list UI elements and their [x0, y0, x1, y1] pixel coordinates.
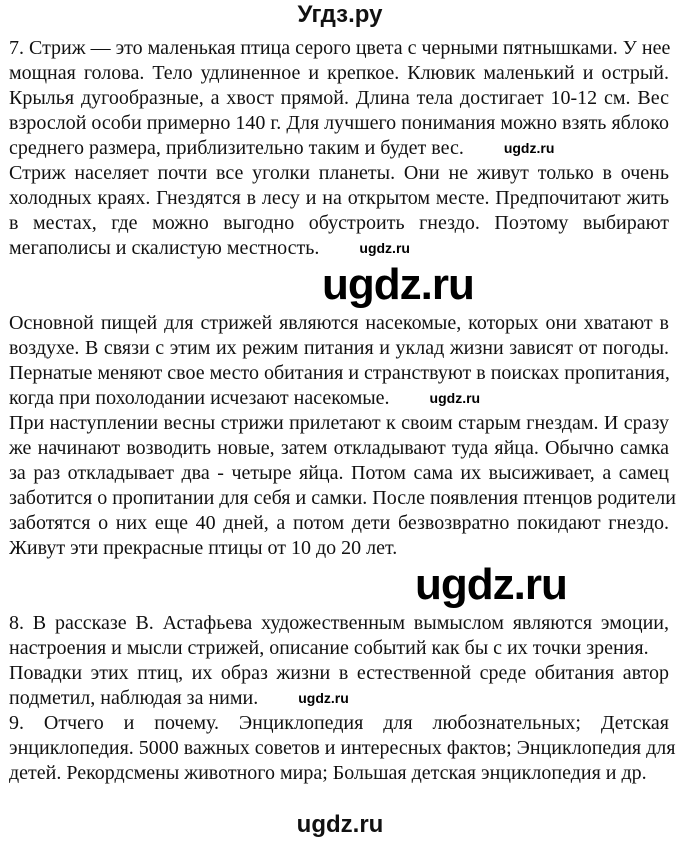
text-line: среднего размера, приблизительно таким и будет вес. — [9, 136, 464, 159]
text-line: 8. В рассказе В. Астафьева художественным вымыслом являются эмоции, — [9, 611, 669, 634]
page-title: Угдз.ру — [297, 1, 383, 28]
text-line: заботятся о них еще 40 дней, а потом дети безвозвратно покидают гнездо. — [9, 511, 669, 534]
text-line: взрослой особи примерно 140 г. Для лучшего понимания можно взять яблоко — [9, 111, 669, 134]
watermark-small: ugdz.ru — [429, 389, 481, 406]
footer-watermark: ugdz.ru — [296, 811, 384, 838]
watermark-small: ugdz.ru — [503, 139, 555, 156]
text-line: за раз откладывает два - четыре яйца. Потом сама их высиживает, а самец — [9, 461, 669, 484]
text-line: заботится о пропитании для себя и самки. После появления птенцов родители — [9, 486, 676, 509]
text-line: холодных краях. Гнездятся в лесу и на открытом месте. Предпочитают жить — [9, 186, 669, 209]
text-line: когда при похолодании исчезают насекомые. — [9, 386, 390, 409]
watermark-row — [9, 560, 669, 610]
answer-text — [9, 35, 676, 785]
watermark-row — [9, 260, 669, 310]
watermark-small: ugdz.ru — [298, 689, 349, 706]
text-line: 9. Отчего и почему. Энциклопедия для любознательных; Детская — [9, 711, 669, 734]
text-line: подметил, наблюдая за ними. — [9, 686, 259, 709]
text-line: же начинают возводить новые, затем откладывают туда яйца. Обычно самка — [9, 436, 669, 459]
text-line: Повадки этих птиц, их образ жизни в естественной среде обитания автор — [9, 661, 669, 684]
text-line: энциклопедия. 5000 важных советов и интересных фактов; Энциклопедия для — [9, 736, 676, 759]
text-line: в местах, где можно выгодно обустроить гнездо. Поэтому выбирают — [9, 211, 669, 234]
text-line: детей. Рекордсмены животного мира; Большая детская энциклопедия и др. — [9, 761, 647, 784]
text-line: мощная голова. Тело удлиненное и крепкое. Клювик маленький и острый. — [9, 61, 669, 84]
text-line: настроения и мысли стрижей, описание событий как бы с их точки зрения. — [9, 636, 649, 659]
text-line: Стриж населяет почти все уголки планеты. Они не живут только в очень — [9, 161, 669, 184]
text-line: Крылья дугообразные, а хвост прямой. Длина тела достигает 10-12 см. Вес — [9, 86, 669, 109]
text-line: При наступлении весны стрижи прилетают к своим старым гнездам. И сразу — [9, 411, 669, 434]
text-line: 7. Стриж — это маленькая птица серого цвета с черными пятнышками. У нее — [9, 36, 671, 59]
watermark-big: ugdz.ru — [415, 560, 567, 609]
text-line: Пернатые меняют свое место обитания и странствуют в поисках пропитания, — [9, 361, 670, 384]
watermark-small: ugdz.ru — [359, 239, 410, 256]
text-line: Основной пищей для стрижей являются насекомые, которых они хватают в — [9, 311, 669, 334]
text-line: Живут эти прекрасные птицы от 10 до 20 лет. — [9, 536, 398, 559]
text-line: мегаполисы и скалистую местность. — [9, 236, 320, 259]
watermark-big: ugdz.ru — [322, 260, 474, 309]
text-line: воздухе. В связи с этим их режим питания и уклад жизни зависят от погоды. — [9, 336, 669, 359]
